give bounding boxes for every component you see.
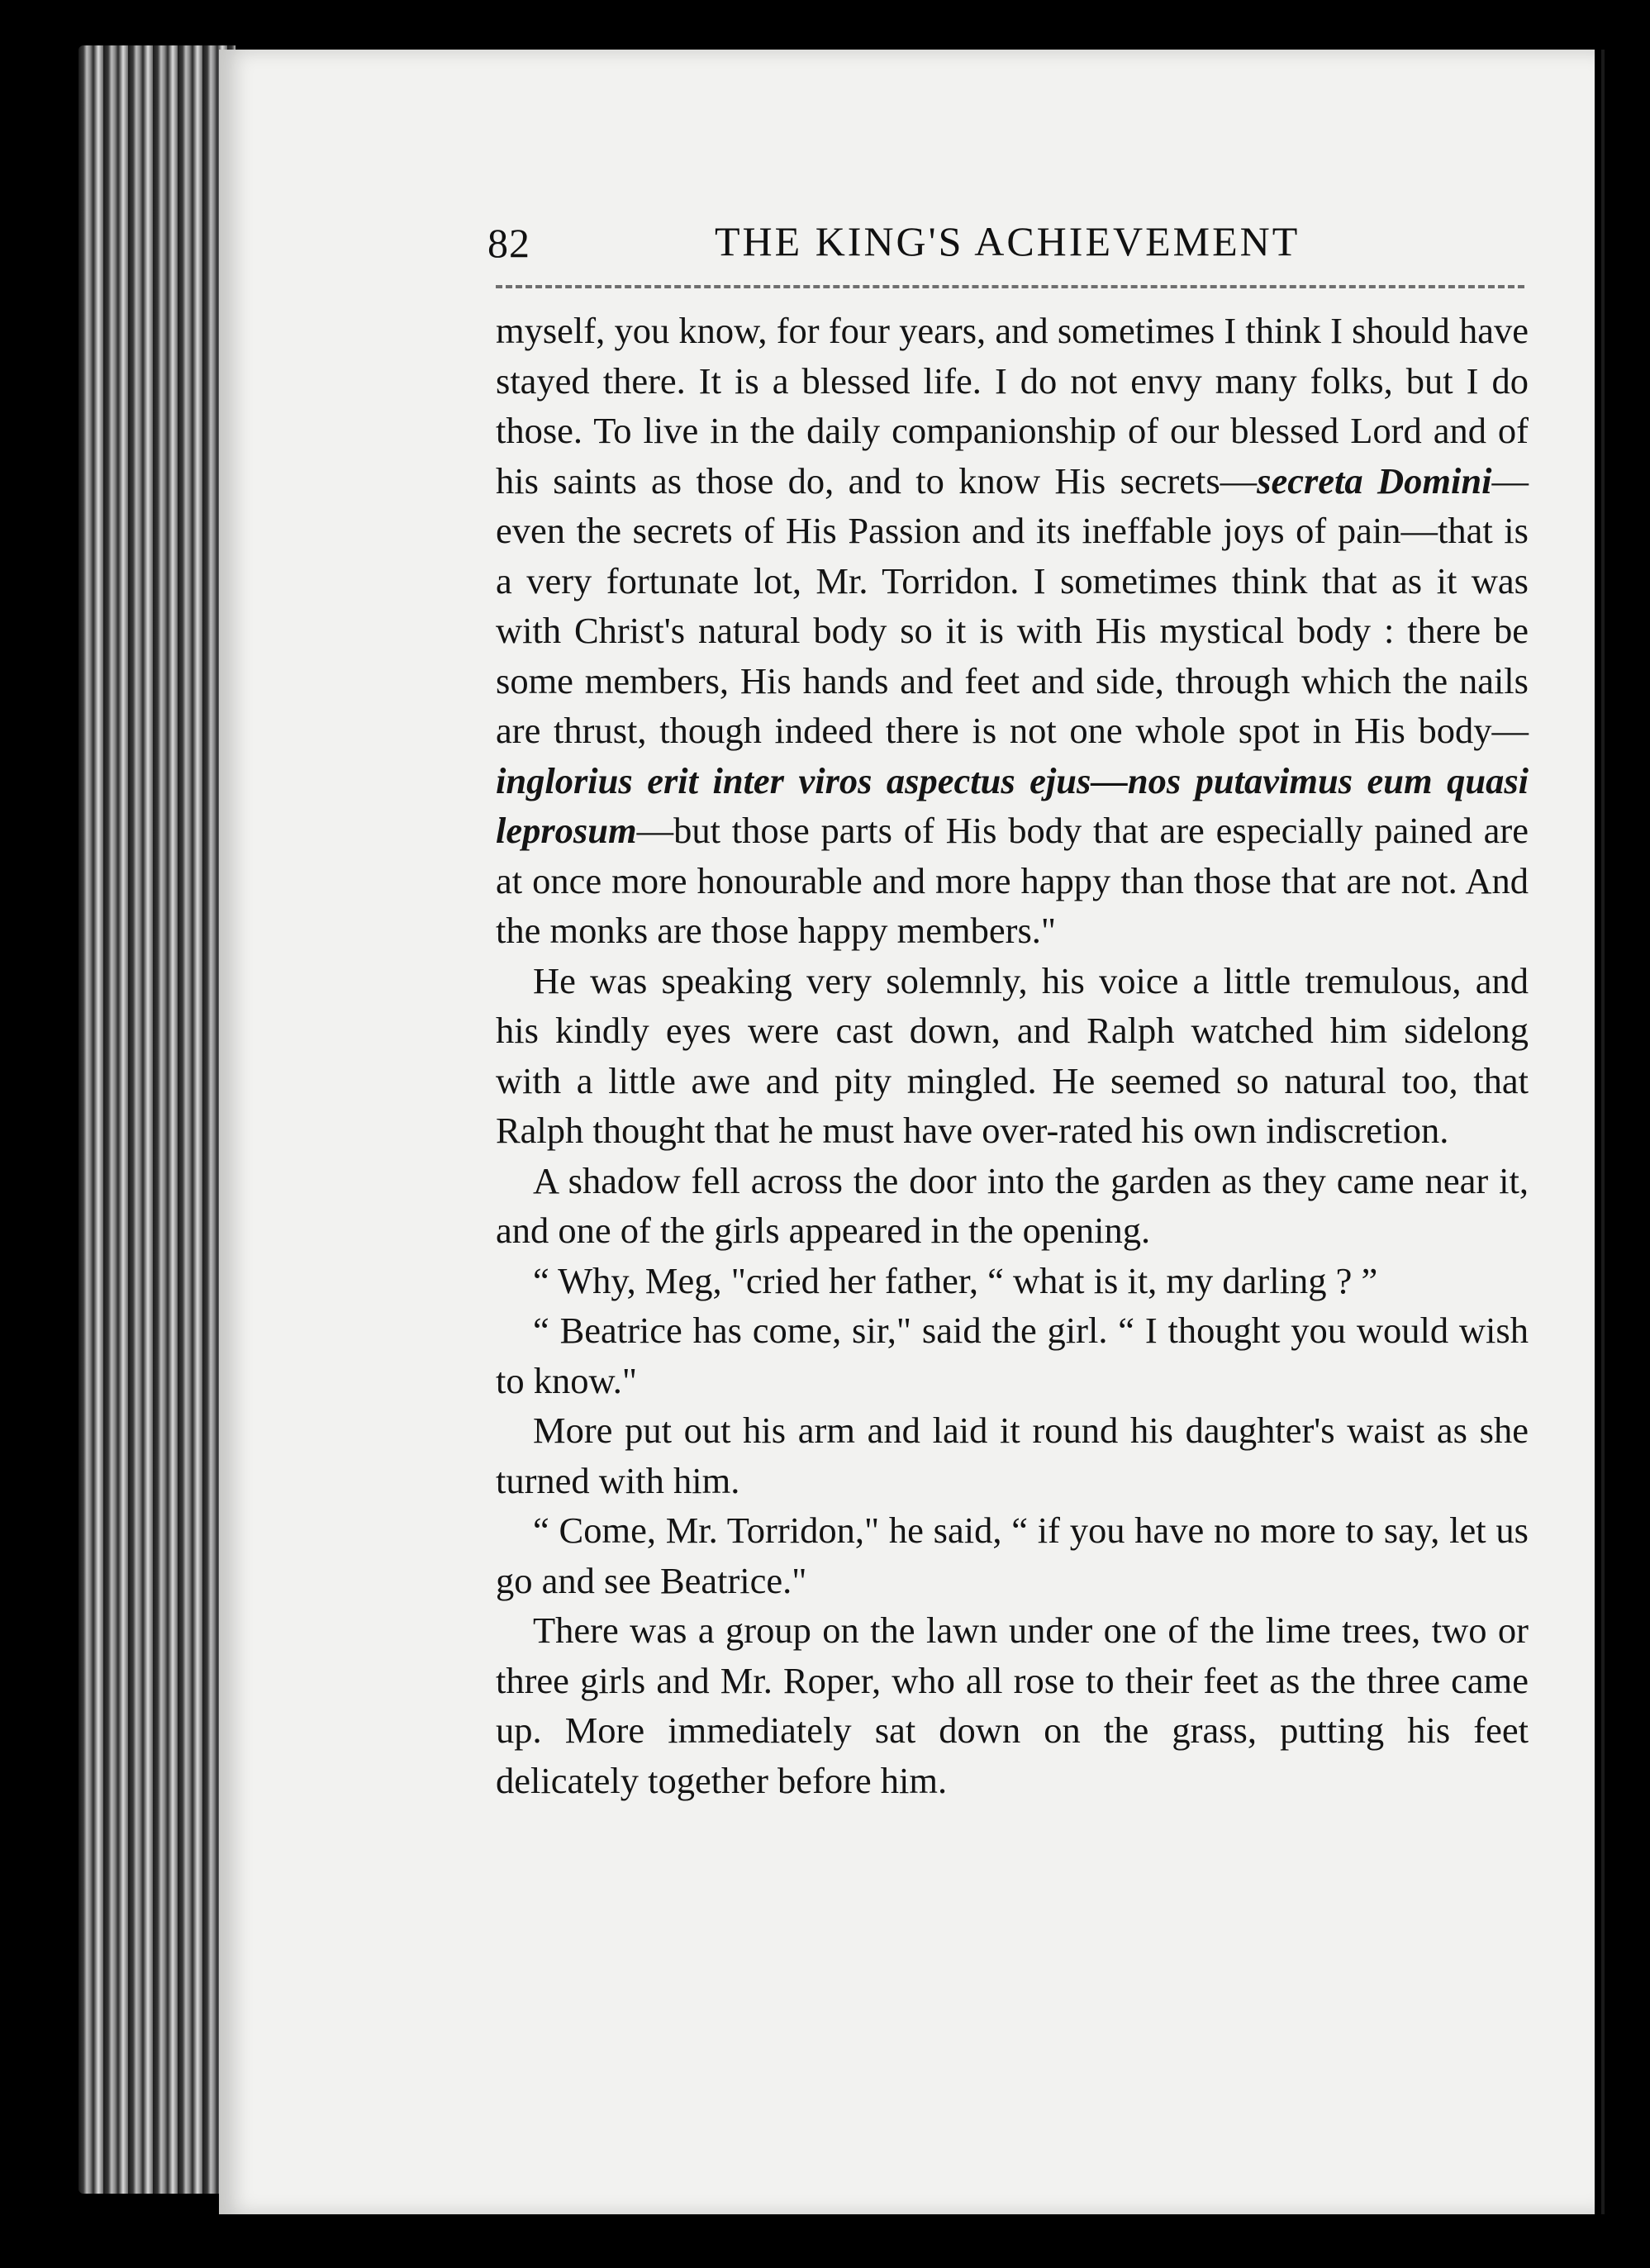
- paragraph-5: “ Beatrice has come, sir," said the girl. “ I thought you would wish to know.": [496, 1310, 1529, 1401]
- paragraph-1-part-b: —even the secrets of His Passion and its ineffable joys of pain—that is a very fortunate lot, Mr. Torridon. I sometimes think that as it was with Christ's natural body so it is with His mystical body : there be some members, His hands and feet and side, through which the nails are thrust, though indeed there is not one whole spot in His body—: [496, 459, 1529, 751]
- paragraph-3: A shadow fell across the door into the garden as they came near it, and one of the girls appeared in the opening.: [496, 1159, 1529, 1251]
- paragraph-1-part-a: myself, you know, for four years, and sometimes I think I should have stayed there. It is a blessed life. I do not envy many folks, but I do those. To live in the daily companionship of our blessed Lord and of his saints as those do, and to know His secrets—: [496, 310, 1529, 502]
- paragraph-6: More put out his arm and laid it round his daughter's waist as she turned with him.: [496, 1410, 1529, 1501]
- header-rule: [496, 285, 1524, 288]
- paragraph-8: There was a group on the lawn under one of the lime trees, two or three girls and Mr. Roper, who all rose to their feet as the three came up. More immediately sat down on the grass, putting his feet delicately together before him.: [496, 1609, 1529, 1801]
- running-head: THE KING'S ACHIEVEMENT: [715, 218, 1301, 264]
- latin-quote-1: secreta Domini: [1257, 459, 1492, 502]
- paragraph-1: [496, 306, 1529, 956]
- paragraph-1-part-c: —but those parts of His body that are especially pained are at once more honourable and more happy than those that are not. And the monks are those happy members.": [496, 810, 1529, 951]
- body-text: [496, 306, 1529, 1805]
- latin-quote-2: inglorius erit inter viros aspectus ejus—nos putavimus eum quasi leprosum: [496, 759, 1529, 851]
- page-number: 82: [487, 220, 530, 266]
- paragraph-7: “ Come, Mr. Torridon," he said, “ if you have no more to say, let us go and see Beatrice.": [496, 1510, 1529, 1601]
- paragraph-2: He was speaking very solemnly, his voice a little tremulous, and his kindly eyes were cast down, and Ralph watched him sidelong with a little awe and pity mingled. He seemed so natural too, that Ralph thought that he must have over-rated his own indiscretion.: [496, 959, 1529, 1151]
- page-header: [487, 211, 1512, 277]
- book-page-edges: [78, 45, 235, 2194]
- right-page-border: [1595, 50, 1650, 2214]
- paragraph-4: “ Why, Meg, "cried her father, “ what is it, my darling ? ”: [533, 1259, 1378, 1301]
